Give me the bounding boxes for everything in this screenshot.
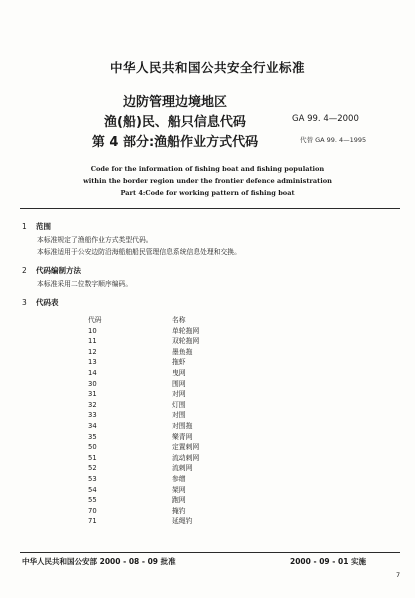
table-row — [88, 474, 248, 485]
section-2-body — [37, 278, 132, 290]
table-row — [88, 453, 248, 464]
english-title-line-2: within the border region under the frontier defence administration — [83, 177, 332, 185]
table-header-row — [88, 315, 248, 326]
standard-title — [60, 93, 290, 153]
code-cell: 54 — [88, 485, 97, 494]
name-cell: 定置刺网 — [172, 443, 200, 452]
approval-date: 中华人民共和国公安部 2000 - 08 - 09 批准 — [22, 557, 176, 566]
code-cell: 14 — [88, 368, 97, 377]
section-3-heading — [22, 297, 59, 308]
page-number: 7 — [396, 571, 401, 579]
title-line-1: 边防管理边境地区 — [122, 95, 227, 110]
name-cell: 流刺网 — [172, 464, 193, 473]
table-row — [88, 506, 248, 517]
name-cell: 对围 — [172, 411, 186, 420]
section-2-heading — [22, 265, 81, 276]
code-cell: 55 — [88, 496, 97, 505]
code-cell: 51 — [88, 453, 97, 462]
section-1-heading — [22, 221, 51, 232]
paragraph: 本标准规定了渔船作业方式类型代码。 — [37, 236, 153, 244]
header-divider — [20, 208, 400, 209]
code-cell: 30 — [88, 379, 97, 388]
code-cell: 50 — [88, 443, 97, 452]
table-row — [88, 410, 248, 421]
table-row — [88, 421, 248, 432]
implementation-date: 2000 - 09 - 01 实施 — [290, 557, 367, 566]
section-title: 代码编制方法 — [36, 266, 81, 275]
code-cell: 10 — [88, 326, 97, 335]
name-cell: 灯围 — [172, 400, 186, 409]
section-title: 范围 — [36, 222, 51, 231]
section-number: 3 — [22, 298, 27, 307]
code-cell: 31 — [88, 390, 97, 399]
section-1-body — [37, 234, 241, 258]
code-cell: 11 — [88, 337, 97, 346]
code-cell: 33 — [88, 411, 97, 420]
section-number: 2 — [22, 266, 27, 275]
name-cell: 跑网 — [172, 496, 186, 505]
name-cell: 架网 — [172, 485, 186, 494]
table-row — [88, 379, 248, 390]
name-cell: 流动刺网 — [172, 453, 200, 462]
name-cell: 延绳钓 — [172, 517, 193, 526]
code-cell: 71 — [88, 517, 97, 526]
table-row — [88, 485, 248, 496]
table-row — [88, 357, 248, 368]
table-row — [88, 400, 248, 411]
code-cell: 32 — [88, 400, 97, 409]
title-line-2: 渔(船)民、船只信息代码 — [104, 115, 246, 130]
code-cell: 13 — [88, 358, 97, 367]
english-title-line-1: Code for the information of fishing boat and fishing population — [90, 165, 325, 173]
section-number: 1 — [22, 222, 27, 231]
table-row — [88, 432, 248, 443]
table-row — [88, 326, 248, 337]
table-row — [88, 389, 248, 400]
paragraph: 本标准采用二位数字顺序编码。 — [37, 280, 133, 288]
column-header-code: 代码 — [88, 316, 102, 324]
name-cell: 对围拖 — [172, 421, 193, 430]
code-cell: 52 — [88, 464, 97, 473]
english-title-line-3: Part 4:Code for working pattern of fishing boat — [120, 189, 295, 197]
table-row — [88, 347, 248, 358]
title-line-3: 第 4 部分:渔船作业方式代码 — [91, 135, 259, 150]
table-row — [88, 442, 248, 453]
table-row — [88, 516, 248, 527]
name-cell: 对网 — [172, 390, 186, 399]
table-row — [88, 336, 248, 347]
name-cell: 墨鱼拖 — [172, 347, 193, 356]
industry-standard-heading: 中华人民共和国公共安全行业标准 — [109, 60, 305, 75]
code-cell: 70 — [88, 506, 97, 515]
name-cell: 樂青网 — [172, 432, 193, 441]
name-cell: 双轮拖网 — [172, 337, 200, 346]
standard-number: GA 99. 4—2000 — [292, 114, 359, 124]
table-row — [88, 495, 248, 506]
code-cell: 53 — [88, 474, 97, 483]
table-row — [88, 368, 248, 379]
code-table — [88, 315, 248, 527]
code-cell: 12 — [88, 347, 97, 356]
name-cell: 单轮拖网 — [172, 326, 200, 335]
paragraph: 本标准适用于公安边防沿海船舶船民管理信息系统信息处理和交换。 — [37, 248, 241, 256]
code-cell: 35 — [88, 432, 97, 441]
code-cell: 34 — [88, 421, 97, 430]
section-title: 代码表 — [36, 298, 59, 307]
name-cell: 参缯 — [172, 474, 186, 483]
replaces-note: 代替 GA 99. 4—1995 — [300, 136, 367, 144]
name-cell: 围网 — [172, 379, 186, 388]
table-body — [88, 326, 248, 527]
name-cell: 掩钓 — [172, 506, 186, 515]
name-cell: 曳网 — [172, 368, 186, 377]
table-row — [88, 463, 248, 474]
footer-divider — [20, 552, 400, 553]
column-header-name: 名称 — [172, 316, 186, 324]
english-title — [0, 163, 415, 199]
name-cell: 拖虾 — [172, 358, 186, 367]
